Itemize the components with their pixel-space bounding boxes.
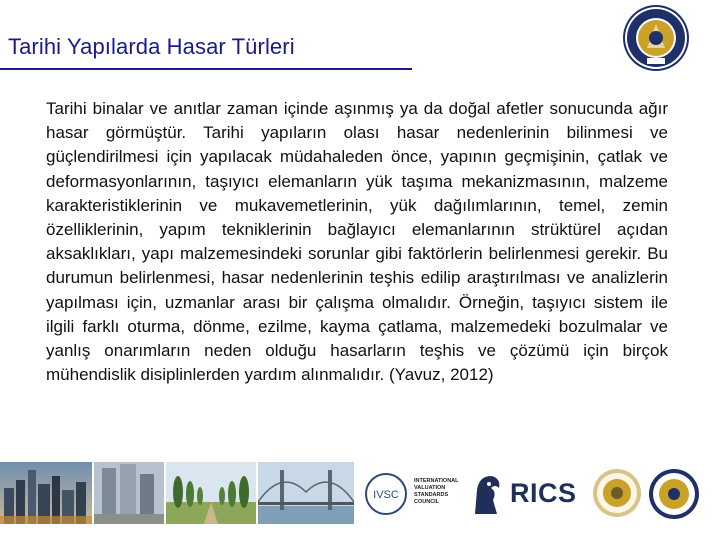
rics-logo-text: RICS [510,478,577,508]
rics-lion-icon [467,470,507,518]
slide-title: Tarihi Yapılarda Hasar Türleri [8,34,295,59]
footer-banner [0,462,720,524]
university-seal-small-logo [592,464,642,522]
ivsc-line: VALUATION [414,485,446,491]
city-skyline-image [0,462,92,524]
ivsc-caption [414,478,470,506]
body-paragraph: Tarihi binalar ve anıtlar zaman içinde aşınmış ya da doğal afetler sonucunda ağır hasar görmüştür. Tarihi yapıların olası hasar nedenlerinin bilinmesi ve güçlendirilmesi için yapılacak müdahaleden önce, yapının geçmişinin, çatlak ve deformasyonlarının, taşıyıcı elemanların yük taşıma mekanizmasının, malzeme karakteristiklerinin ve mukavemetlerinin, yük dağılımlarının, temel, zemin özelliklerinin, yapım tekniklerinin bağlayıcı elemanlarının strüktürel açıdan aksaklıkları, yapı malzemesindeki sorunlar gibi faktörlerin belirlenmesi gerekir. Bu durumun belirlenmesi, hasar nedenlerinin teşhis edilip araştırılması ve analizlerin yapılması için, uzmanlar arası bir çalışma olmalıdır. Örneğin, taşıyıcı sistem ile ilgili farklı oturma, dönme, ezilme, kayma çatlama, malzemedeki bozulmalar ve yanlış onarımların neden olduğu hasarların teşhis ve çözümü için birçok mühendislik disiplinlerden yardım alınmalıdır. (Yavuz, 2012) [46,99,668,385]
tree-lined-road-image [166,462,256,524]
ivsc-line: STANDARDS [414,492,449,498]
university-seal-bottom-logo [648,464,700,524]
modern-towers-image [94,462,164,524]
ivsc-logo [360,472,460,516]
ivsc-line: INTERNATIONAL [414,478,459,484]
university-seal-logo [622,4,690,72]
bridge-image [258,462,354,524]
ivsc-mark: IVSC [373,489,399,501]
title-underline [0,68,412,70]
ivsc-emblem-icon [360,472,412,516]
ivsc-line: COUNCIL [414,499,440,505]
